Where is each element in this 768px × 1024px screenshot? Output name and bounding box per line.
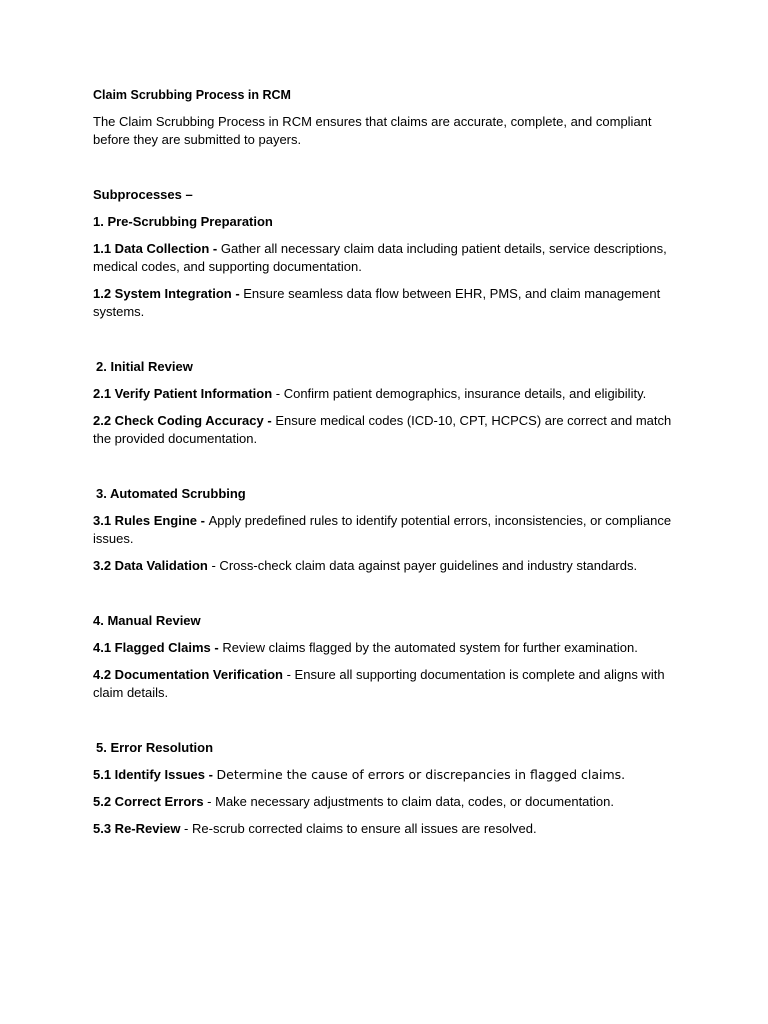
item-description: - Ensure all supporting documentation is complete and aligns with claim details. — [93, 667, 665, 700]
item-label: 2.1 Verify Patient Information — [93, 386, 273, 401]
item-label: 3.2 Data Validation — [93, 558, 208, 573]
subprocesses-heading: Subprocesses – — [93, 187, 193, 202]
list-item — [93, 240, 678, 276]
item-description: - Make necessary adjustments to claim data, codes, or documentation. — [203, 794, 614, 809]
item-description: - Cross-check claim data against payer guidelines and industry standards. — [207, 558, 638, 573]
item-label: 2.2 Check Coding Accuracy - — [93, 413, 276, 428]
list-item — [93, 820, 678, 838]
item-label: 4.2 Documentation Verification — [93, 667, 283, 682]
document-page — [93, 86, 678, 875]
section-title: 2. Initial Review — [96, 359, 193, 374]
item-description: Determine the cause of errors or discrepancies in flagged claims. — [216, 767, 626, 782]
item-description: - Confirm patient demographics, insurance details, and eligibility. — [272, 386, 647, 401]
item-label: 5.3 Re-Review — [93, 821, 181, 836]
intro-paragraph: The Claim Scrubbing Process in RCM ensures that claims are accurate, complete, and compliant before they are submitted to payers. — [93, 114, 652, 147]
list-item — [93, 557, 678, 575]
item-label: 4.1 Flagged Claims - — [93, 640, 223, 655]
item-label: 1.2 System Integration - — [93, 286, 244, 301]
item-label: 3.1 Rules Engine - — [93, 513, 209, 528]
item-description: - Re-scrub corrected claims to ensure all issues are resolved. — [180, 821, 537, 836]
section-error-resolution — [93, 739, 678, 838]
section-pre-scrubbing — [93, 213, 678, 321]
section-initial-review — [93, 358, 678, 448]
list-item — [93, 666, 678, 702]
item-description: Ensure seamless data flow between EHR, PMS, and claim management systems. — [93, 286, 661, 319]
section-title: 4. Manual Review — [93, 613, 201, 628]
list-item — [93, 766, 678, 784]
section-title: 5. Error Resolution — [96, 740, 214, 755]
list-item — [93, 385, 678, 403]
list-item — [93, 412, 678, 448]
list-item — [93, 512, 678, 548]
section-automated-scrubbing — [93, 485, 678, 575]
section-manual-review — [93, 612, 678, 702]
list-item — [93, 793, 678, 811]
item-description: Gather all necessary claim data including patient details, service descriptions, medical codes, and supporting documentation. — [93, 241, 667, 274]
item-description: Ensure medical codes (ICD-10, CPT, HCPCS) are correct and match the provided documentation. — [93, 413, 672, 446]
item-description: Review claims flagged by the automated system for further examination. — [222, 640, 638, 655]
section-title: 1. Pre-Scrubbing Preparation — [93, 214, 273, 229]
list-item — [93, 639, 678, 657]
item-label: 5.1 Identify Issues - — [93, 767, 217, 782]
section-title: 3. Automated Scrubbing — [96, 486, 246, 501]
list-item — [93, 285, 678, 321]
item-label: 1.1 Data Collection - — [93, 241, 221, 256]
item-label: 5.2 Correct Errors — [93, 794, 204, 809]
item-description: Apply predefined rules to identify potential errors, inconsistencies, or compliance issues. — [93, 513, 672, 546]
document-title: Claim Scrubbing Process in RCM — [93, 88, 291, 102]
